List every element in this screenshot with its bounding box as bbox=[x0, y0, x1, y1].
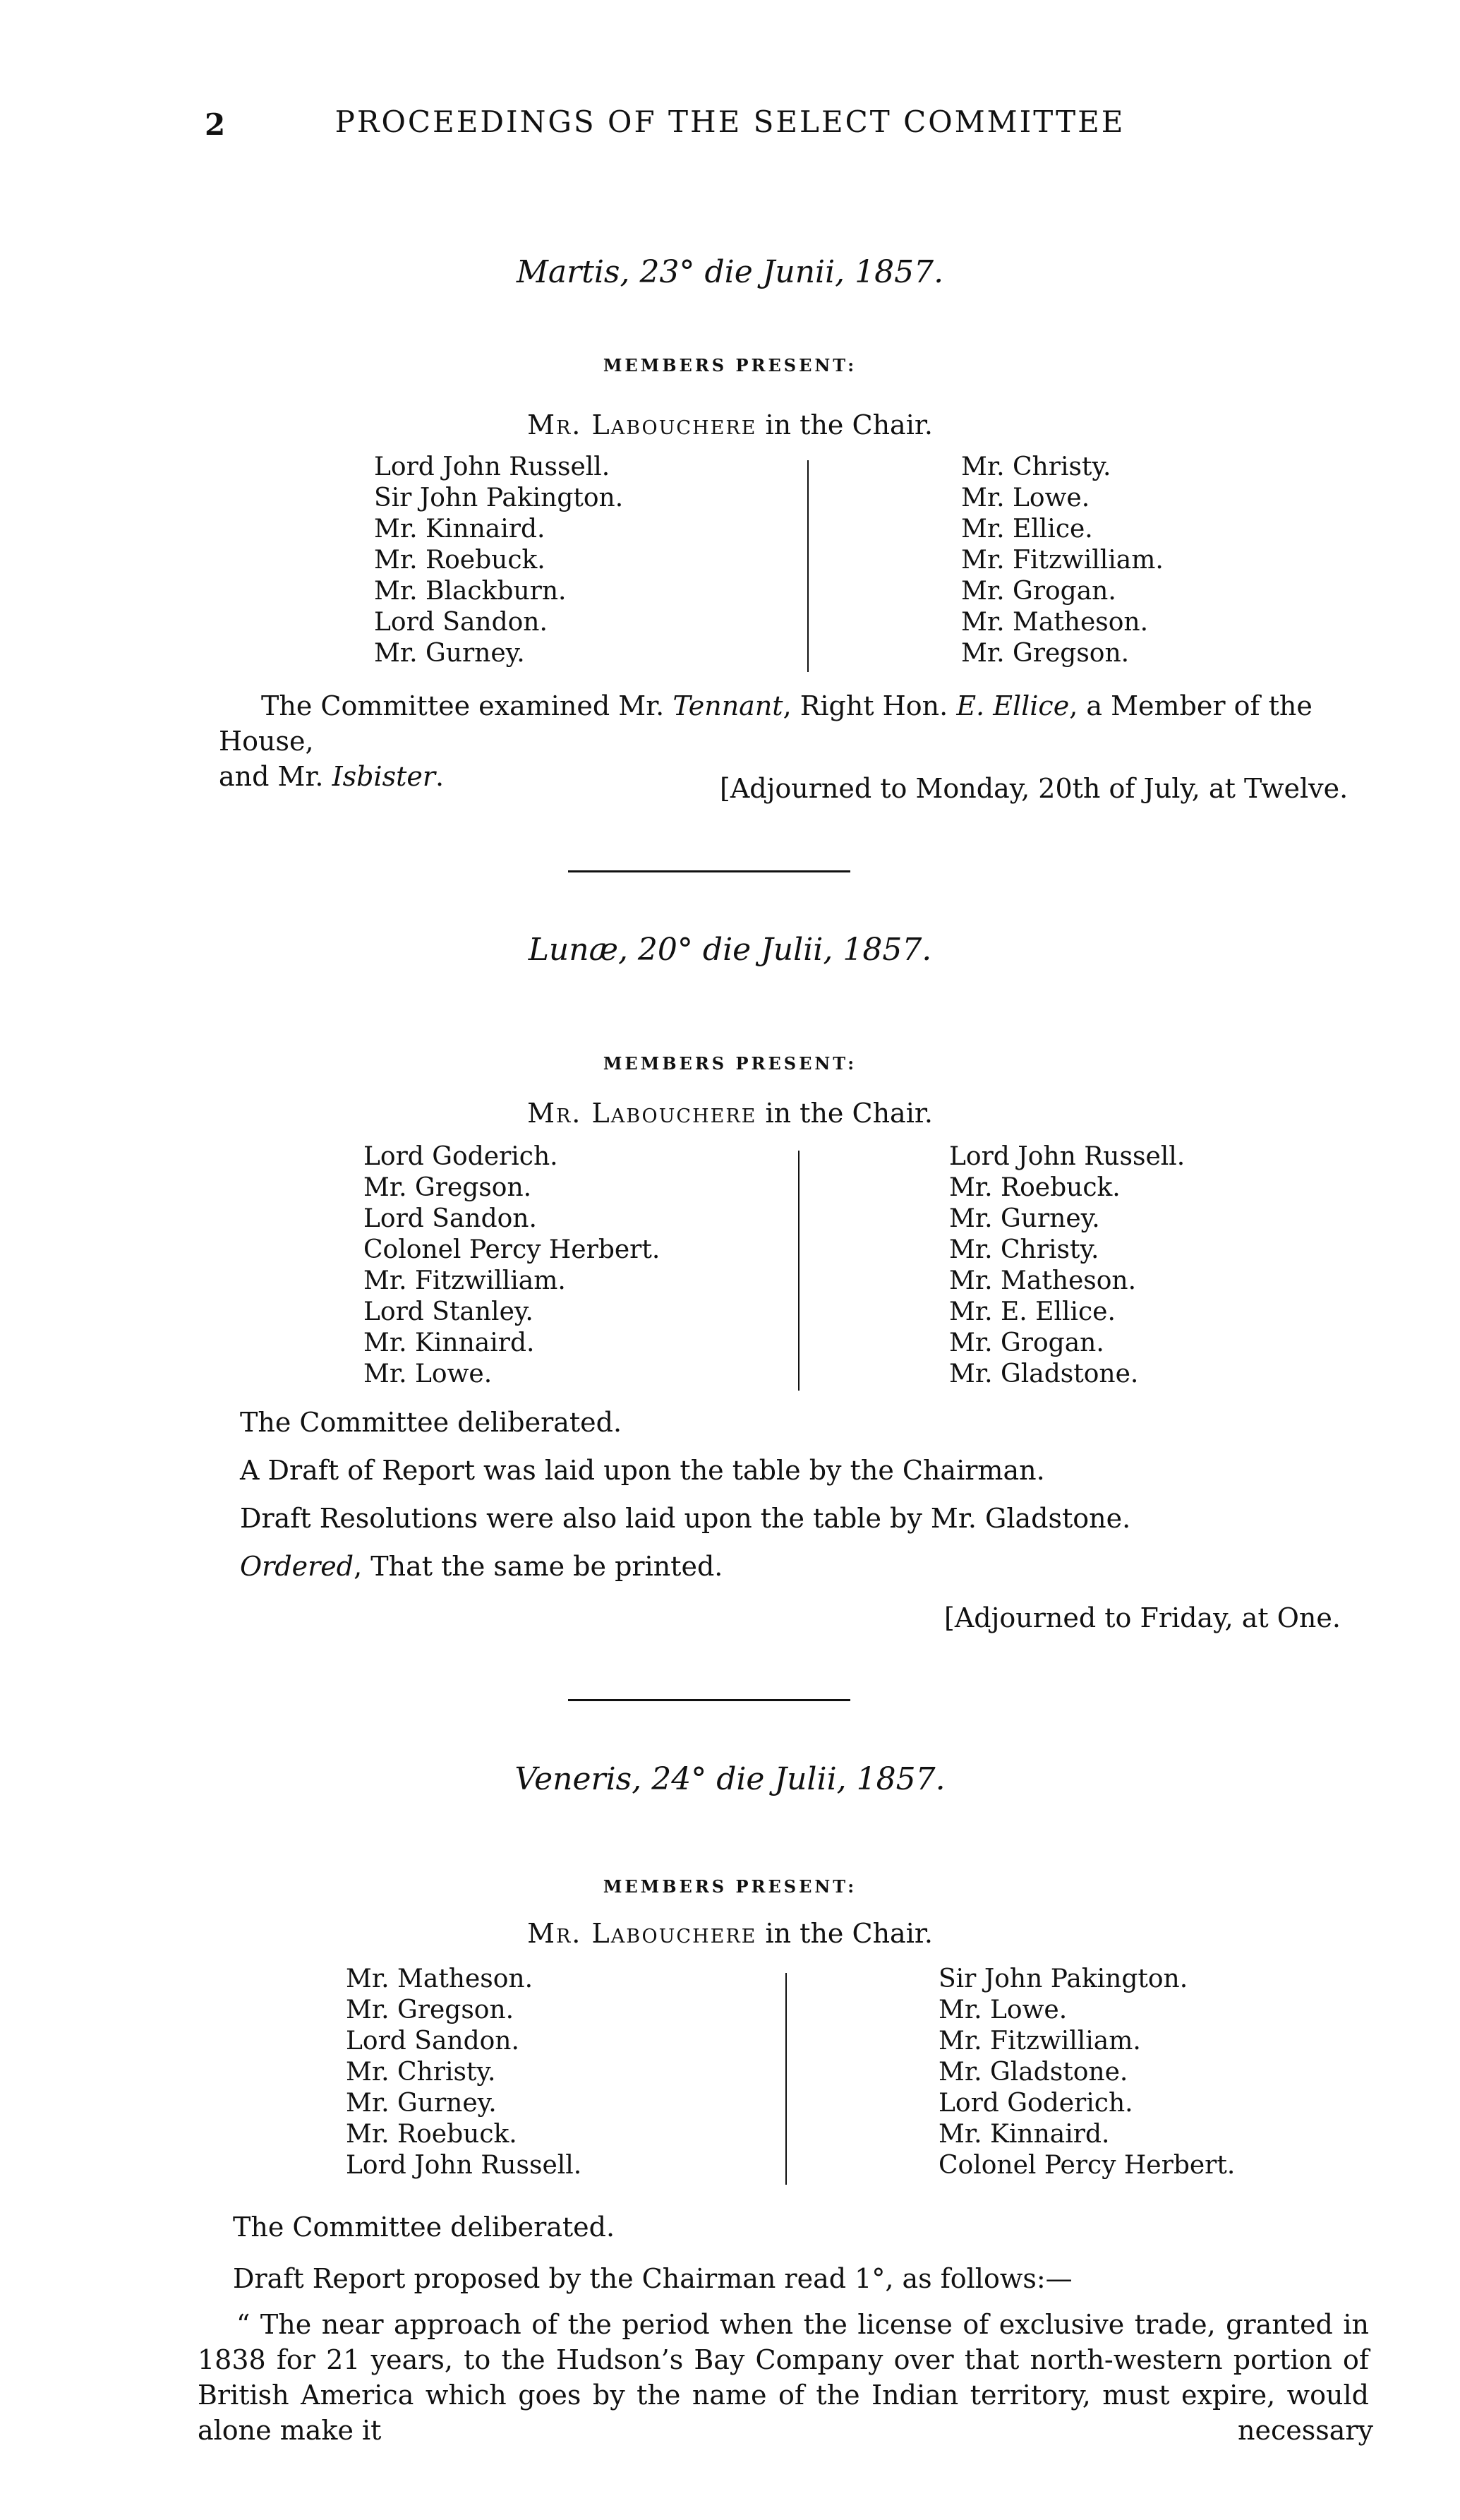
session-3-left-members bbox=[346, 1964, 581, 2181]
chair-suffix: in the Chair. bbox=[756, 1098, 933, 1129]
chair-name: Mr. Labouchere bbox=[527, 409, 757, 440]
proceedings-text: and Mr. bbox=[219, 761, 332, 792]
ordered-label: Ordered bbox=[240, 1551, 354, 1582]
member-name: Mr. Gladstone. bbox=[949, 1360, 1139, 1388]
member-name: Mr. Matheson. bbox=[346, 1964, 533, 1993]
session-2-line-1: The Committee deliberated. bbox=[240, 1407, 622, 1438]
member-name: Mr. Gurney. bbox=[346, 2089, 497, 2118]
session-1-adjourned: [Adjourned to Monday, 20th of July, at Twelve. bbox=[720, 773, 1349, 804]
witness-name: E. Ellice bbox=[956, 690, 1070, 721]
session-2-chair bbox=[0, 1098, 1460, 1129]
member-name: Lord Sandon. bbox=[374, 608, 548, 637]
member-name: Mr. Christy. bbox=[949, 1235, 1099, 1264]
column-divider bbox=[785, 1973, 787, 2185]
session-3-date: Veneris, 24° die Julii, 1857. bbox=[514, 1761, 946, 1797]
member-name: Mr. Gladstone. bbox=[939, 2058, 1128, 2087]
ordered-text: , That the same be printed. bbox=[354, 1551, 723, 1582]
member-name: Lord John Russell. bbox=[374, 452, 610, 481]
member-name: Mr. Blackburn. bbox=[374, 577, 567, 606]
catchword: necessary bbox=[1238, 2415, 1374, 2446]
running-head: PROCEEDINGS OF THE SELECT COMMITTEE bbox=[334, 104, 1126, 139]
member-name: Mr. Matheson. bbox=[961, 608, 1149, 637]
session-3-chair bbox=[0, 1918, 1460, 1949]
session-3-line-2: Draft Report proposed by the Chairman read 1°, as follows:— bbox=[233, 2263, 1073, 2294]
member-name: Mr. Kinnaird. bbox=[363, 1328, 535, 1357]
session-1-right-members bbox=[961, 452, 1164, 669]
session-1-date: Martis, 23° die Junii, 1857. bbox=[516, 254, 944, 290]
member-name: Mr. Fitzwilliam. bbox=[961, 546, 1164, 575]
session-2-line-3: Draft Resolutions were also laid upon the table by Mr. Gladstone. bbox=[240, 1503, 1131, 1534]
report-quote: “ The near approach of the period when the license of exclusive trade, granted in 1838 for 21 years, to the Hudson’s Bay Company over that north-western portion of British America which goes by the name of the Indian territory, must expire, would alone make it bbox=[198, 2309, 1369, 2446]
member-name: Mr. Fitzwilliam. bbox=[939, 2027, 1141, 2056]
session-2-members-label: MEMBERS PRESENT: bbox=[603, 1053, 857, 1074]
session-1-chair bbox=[0, 409, 1460, 440]
member-name: Lord Goderich. bbox=[363, 1142, 558, 1171]
member-name: Mr. Gurney. bbox=[374, 639, 525, 668]
member-name: Mr. Lowe. bbox=[939, 1996, 1068, 2024]
chair-name: Mr. Labouchere bbox=[527, 1918, 757, 1949]
member-name: Colonel Percy Herbert. bbox=[939, 2151, 1236, 2180]
session-3-line-1: The Committee deliberated. bbox=[233, 2212, 615, 2243]
member-name: Mr. Roebuck. bbox=[949, 1173, 1121, 1202]
member-name: Lord Sandon. bbox=[346, 2027, 519, 2056]
member-name: Sir John Pakington. bbox=[939, 1964, 1188, 1993]
member-name: Mr. Grogan. bbox=[961, 577, 1116, 606]
member-name: Mr. Gregson. bbox=[363, 1173, 532, 1202]
chair-name: Mr. Labouchere bbox=[527, 1098, 757, 1129]
chair-suffix: in the Chair. bbox=[756, 1918, 933, 1949]
member-name: Mr. Roebuck. bbox=[374, 546, 545, 575]
proceedings-text: , a Member of the House, bbox=[219, 690, 1313, 757]
column-divider bbox=[798, 1151, 800, 1391]
member-name: Mr. Kinnaird. bbox=[939, 2120, 1110, 2149]
member-name: Mr. Matheson. bbox=[949, 1266, 1137, 1295]
proceedings-text: The Committee examined Mr. bbox=[261, 690, 673, 721]
session-1-left-members bbox=[374, 452, 623, 669]
member-name: Sir John Pakington. bbox=[374, 484, 624, 512]
witness-name: Isbister bbox=[332, 761, 436, 792]
member-name: Mr. Gregson. bbox=[346, 1996, 514, 2024]
member-name: Mr. Fitzwilliam. bbox=[363, 1266, 566, 1295]
member-name: Mr. Christy. bbox=[961, 452, 1111, 481]
chair-suffix: in the Chair. bbox=[756, 409, 933, 440]
session-3-right-members bbox=[939, 1964, 1235, 2181]
proceedings-text: , Right Hon. bbox=[783, 690, 957, 721]
member-name: Mr. E. Ellice. bbox=[949, 1297, 1116, 1326]
session-2-left-members bbox=[363, 1141, 660, 1390]
member-name: Mr. Gregson. bbox=[961, 639, 1130, 668]
page-number: 2 bbox=[205, 107, 226, 142]
proceedings-text: . bbox=[435, 761, 445, 792]
session-2-date: Lunæ, 20° die Julii, 1857. bbox=[528, 932, 932, 968]
member-name: Lord John Russell. bbox=[346, 2151, 582, 2180]
session-2-line-2: A Draft of Report was laid upon the table by the Chairman. bbox=[240, 1455, 1045, 1486]
member-name: Mr. Christy. bbox=[346, 2058, 496, 2087]
member-name: Lord Goderich. bbox=[939, 2089, 1133, 2118]
member-name: Mr. Lowe. bbox=[961, 484, 1090, 512]
session-2-adjourned: [Adjourned to Friday, at One. bbox=[944, 1602, 1341, 1633]
section-rule bbox=[568, 1699, 850, 1701]
column-divider bbox=[807, 460, 809, 672]
member-name: Lord Stanley. bbox=[363, 1297, 533, 1326]
member-name: Mr. Kinnaird. bbox=[374, 515, 545, 544]
section-rule bbox=[568, 870, 850, 872]
witness-name: Tennant bbox=[672, 690, 783, 721]
session-1-members-label: MEMBERS PRESENT: bbox=[603, 355, 857, 376]
member-name: Lord Sandon. bbox=[363, 1204, 537, 1233]
member-name: Colonel Percy Herbert. bbox=[363, 1235, 660, 1264]
member-name: Mr. Lowe. bbox=[363, 1360, 493, 1388]
member-name: Mr. Ellice. bbox=[961, 515, 1093, 544]
session-3-members-label: MEMBERS PRESENT: bbox=[603, 1876, 857, 1897]
member-name: Mr. Grogan. bbox=[949, 1328, 1104, 1357]
member-name: Mr. Roebuck. bbox=[346, 2120, 517, 2149]
member-name: Mr. Gurney. bbox=[949, 1204, 1100, 1233]
session-2-line-4 bbox=[240, 1549, 723, 1584]
member-name: Lord John Russell. bbox=[949, 1142, 1186, 1171]
session-2-right-members bbox=[949, 1141, 1185, 1390]
